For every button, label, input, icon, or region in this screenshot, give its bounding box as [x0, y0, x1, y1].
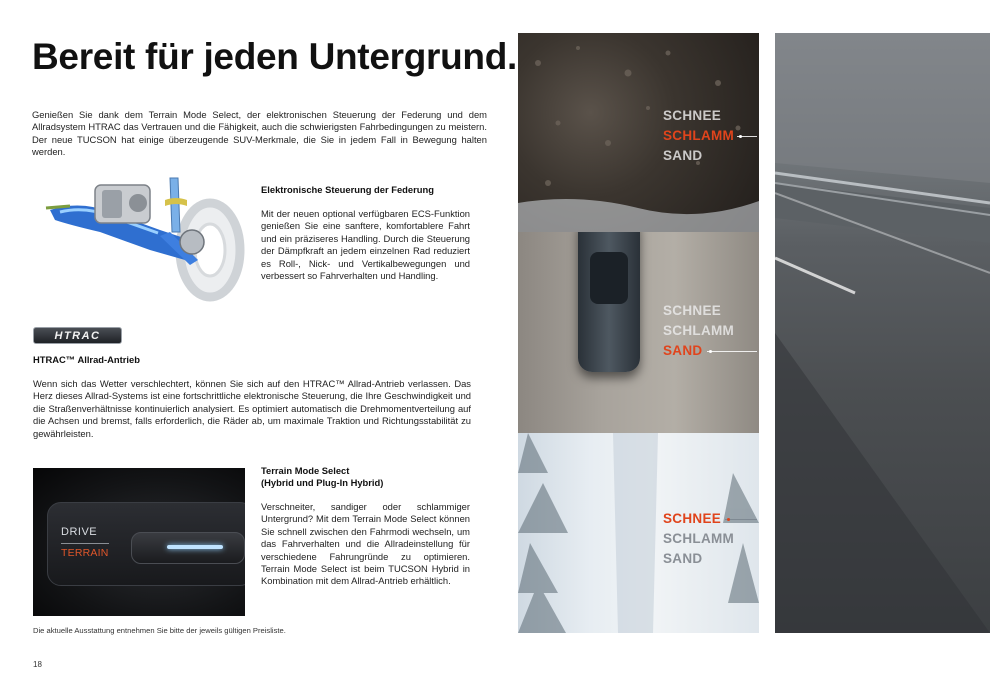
htrac-logo: HTRAC — [33, 327, 122, 344]
suspension-illustration — [40, 170, 245, 305]
htrac-body: Wenn sich das Wetter verschlechtert, können Sie sich auf den HTRAC™ Allrad-Antrieb verlassen. Das Herz dieses Allrad-Systems ist eine fortschrittliche elektronische Steuerung, die Ihre Geschwindigkeit und die Straßenverhältnisse kontinuierlich analysiert. Es optimiert automatisch die Drehmomentverteilung auf die Achsen und bremst, falls erforderlich, die Räder ab, um maximale Traktion und Richtungsstabilität zu gewährleisten. — [33, 378, 471, 439]
mode-schnee: SCHNEE — [663, 108, 722, 123]
terrain-button-photo — [33, 468, 245, 616]
car-roof — [590, 252, 628, 304]
page-number: 18 — [33, 660, 42, 669]
mode-sand: SAND — [663, 551, 703, 566]
intro-text: Genießen Sie dank dem Terrain Mode Select, der elektronischen Steuerung der Federung und dem Allradsystem HTRAC das Vertrauen und die Fähigkeit, auch die schwierigsten Fahrbedingungen zu meistern. Der neue TUCSON hat einige überzeugende SUV-Merkmale, die Sie in jedem Fall in Bewegung halten werden. — [32, 109, 487, 158]
terrain-heading-line2: (Hybrid und Plug-In Hybrid) — [261, 477, 384, 488]
terrain-mode-list-3 — [663, 509, 734, 569]
terrain-mode-list-2 — [663, 301, 734, 361]
pointer-dot — [727, 518, 730, 521]
terrain-mode-list-1 — [663, 106, 734, 166]
htrac-heading: HTRAC™ Allrad-Antrieb — [33, 354, 140, 365]
mode-schnee: SCHNEE — [663, 303, 722, 318]
suspension-body: Mit der neuen optional verfügbaren ECS-Funktion genießen Sie eine sanftere, komfortablere Fahrt und ein präziseres Handling. Durch die Steuerung der Dämpfkraft an jedem einzelnen Rad reduziert es Roll-, Nick- und Vertikalbewegungen und verbessert so Fahrverhalten und Handling. — [261, 208, 470, 282]
drive-label: DRIVE — [61, 526, 98, 538]
pointer-dot — [709, 350, 712, 353]
suspension-heading: Elektronische Steuerung der Federung — [261, 184, 434, 195]
page-title: Bereit für jeden Untergrund. — [32, 36, 517, 77]
indicator-light — [167, 545, 223, 549]
pointer-dot — [739, 135, 742, 138]
mode-schlamm: SCHLAMM — [663, 323, 735, 338]
terrain-heading-line1: Terrain Mode Select — [261, 465, 350, 476]
footnote: Die aktuelle Ausstattung entnehmen Sie bitte der jeweils gültigen Preisliste. — [33, 626, 286, 635]
mode-schnee-active: SCHNEE — [663, 511, 722, 526]
divider — [61, 543, 109, 544]
mode-schlamm: SCHLAMM — [663, 531, 735, 546]
mode-sand: SAND — [663, 148, 703, 163]
road-photo — [775, 33, 990, 633]
pointer-line — [707, 351, 757, 352]
terrain-label: TERRAIN — [61, 547, 109, 559]
terrain-body: Verschneiter, sandiger oder schlammiger Untergrund? Mit dem Terrain Mode Select können Sie schnell zwischen den Fahrmodi wechseln, um das Fahrverhalten und die Allradeinstellung für verschiedene Fahrungründe zu optimieren. Terrain Mode Select ist beim TUCSON Hybrid in Kombination mit dem Allrad-Antrieb erhältlich. — [261, 501, 470, 587]
mode-schlamm-active: SCHLAMM — [663, 128, 735, 143]
mode-sand-active: SAND — [663, 343, 703, 358]
